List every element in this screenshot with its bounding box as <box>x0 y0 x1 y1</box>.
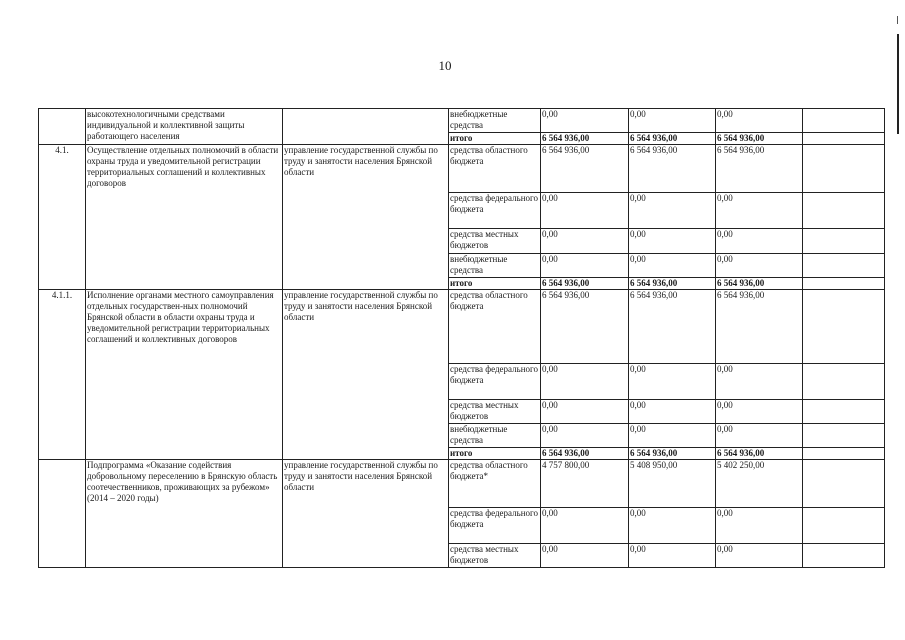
empty-cell <box>803 278 885 290</box>
amount-2016: 6 564 936,00 <box>716 448 803 460</box>
measure-name: Исполнение органами местного самоуправления отдельных государствен-ных полномочий Брянской области в области охраны труда и уведомительной регистрации территориальных соглашений и коллективных договоров <box>86 290 283 460</box>
amount-2014: 6 564 936,00 <box>541 448 629 460</box>
edge-scan-mark <box>897 34 899 134</box>
row-index <box>39 460 86 568</box>
funding-source: итого <box>449 278 541 290</box>
funding-source: средства областного бюджета <box>449 290 541 364</box>
amount-2014: 0,00 <box>541 229 629 254</box>
amount-2015: 6 564 936,00 <box>629 133 716 145</box>
amount-2015: 0,00 <box>629 193 716 229</box>
amount-2014: 0,00 <box>541 544 629 568</box>
amount-2016: 0,00 <box>716 400 803 424</box>
amount-2014: 0,00 <box>541 193 629 229</box>
amount-2014: 0,00 <box>541 508 629 544</box>
amount-2015: 0,00 <box>629 109 716 133</box>
measure-name: Подпрограмма «Оказание содействия добровольному переселению в Брянскую область соотечественников, проживающих за рубежом» (2014 – 2020 годы) <box>86 460 283 568</box>
amount-2015: 6 564 936,00 <box>629 278 716 290</box>
executor <box>283 109 449 145</box>
amount-2016: 0,00 <box>716 109 803 133</box>
funding-source: внебюджетные средства <box>449 109 541 133</box>
empty-cell <box>803 424 885 448</box>
amount-2015: 0,00 <box>629 424 716 448</box>
empty-cell <box>803 109 885 133</box>
funding-source: средства местных бюджетов <box>449 544 541 568</box>
amount-2015: 6 564 936,00 <box>629 290 716 364</box>
empty-cell <box>803 254 885 278</box>
amount-2016: 6 564 936,00 <box>716 145 803 193</box>
amount-2016: 6 564 936,00 <box>716 290 803 364</box>
budget-table <box>38 108 885 568</box>
empty-cell <box>803 290 885 364</box>
amount-2015: 5 408 950,00 <box>629 460 716 508</box>
amount-2015: 0,00 <box>629 544 716 568</box>
amount-2015: 0,00 <box>629 254 716 278</box>
amount-2014: 4 757 800,00 <box>541 460 629 508</box>
amount-2016: 6 564 936,00 <box>716 278 803 290</box>
amount-2014: 6 564 936,00 <box>541 290 629 364</box>
amount-2016: 0,00 <box>716 508 803 544</box>
edge-tick-mark <box>897 16 898 24</box>
empty-cell <box>803 460 885 508</box>
table-row <box>39 460 885 508</box>
funding-source: итого <box>449 133 541 145</box>
empty-cell <box>803 193 885 229</box>
funding-source: средства федерального бюджета <box>449 364 541 400</box>
amount-2016: 5 402 250,00 <box>716 460 803 508</box>
amount-2015: 0,00 <box>629 400 716 424</box>
table-row <box>39 145 885 193</box>
empty-cell <box>803 508 885 544</box>
funding-source: средства местных бюджетов <box>449 229 541 254</box>
empty-cell <box>803 448 885 460</box>
amount-2016: 6 564 936,00 <box>716 133 803 145</box>
funding-source: внебюджетные средства <box>449 424 541 448</box>
amount-2014: 0,00 <box>541 364 629 400</box>
measure-name: высокотехнологичными средствами индивидуальной и коллективной защиты работающего населения <box>86 109 283 145</box>
amount-2015: 0,00 <box>629 508 716 544</box>
amount-2016: 0,00 <box>716 229 803 254</box>
empty-cell <box>803 400 885 424</box>
funding-source: средства областного бюджета <box>449 145 541 193</box>
funding-source: средства федерального бюджета <box>449 193 541 229</box>
amount-2014: 0,00 <box>541 109 629 133</box>
amount-2016: 0,00 <box>716 424 803 448</box>
funding-source: средства федерального бюджета <box>449 508 541 544</box>
row-index <box>39 109 86 145</box>
funding-source: внебюджетные средства <box>449 254 541 278</box>
amount-2015: 6 564 936,00 <box>629 448 716 460</box>
amount-2016: 0,00 <box>716 544 803 568</box>
funding-source: средства местных бюджетов <box>449 400 541 424</box>
row-index: 4.1.1. <box>39 290 86 460</box>
funding-source: итого <box>449 448 541 460</box>
row-index: 4.1. <box>39 145 86 290</box>
table-row <box>39 109 885 133</box>
amount-2014: 6 564 936,00 <box>541 133 629 145</box>
executor: управление государственной службы по труду и занятости населения Брянской области <box>283 145 449 290</box>
amount-2016: 0,00 <box>716 254 803 278</box>
amount-2015: 6 564 936,00 <box>629 145 716 193</box>
amount-2014: 6 564 936,00 <box>541 278 629 290</box>
empty-cell <box>803 544 885 568</box>
funding-source: средства областного бюджета* <box>449 460 541 508</box>
amount-2015: 0,00 <box>629 364 716 400</box>
page-number: 10 <box>438 58 452 73</box>
executor: управление государственной службы по труду и занятости населения Брянской области <box>283 290 449 460</box>
measure-name: Осуществление отдельных полномочий в области охраны труда и уведомительной регистрации территориальных соглашений и коллективных договоров <box>86 145 283 290</box>
amount-2016: 0,00 <box>716 364 803 400</box>
executor: управление государственной службы по труду и занятости населения Брянской области <box>283 460 449 568</box>
amount-2014: 0,00 <box>541 400 629 424</box>
table-row <box>39 290 885 364</box>
empty-cell <box>803 229 885 254</box>
amount-2014: 0,00 <box>541 254 629 278</box>
amount-2015: 0,00 <box>629 229 716 254</box>
empty-cell <box>803 133 885 145</box>
empty-cell <box>803 364 885 400</box>
amount-2016: 0,00 <box>716 193 803 229</box>
amount-2014: 6 564 936,00 <box>541 145 629 193</box>
empty-cell <box>803 145 885 193</box>
amount-2014: 0,00 <box>541 424 629 448</box>
